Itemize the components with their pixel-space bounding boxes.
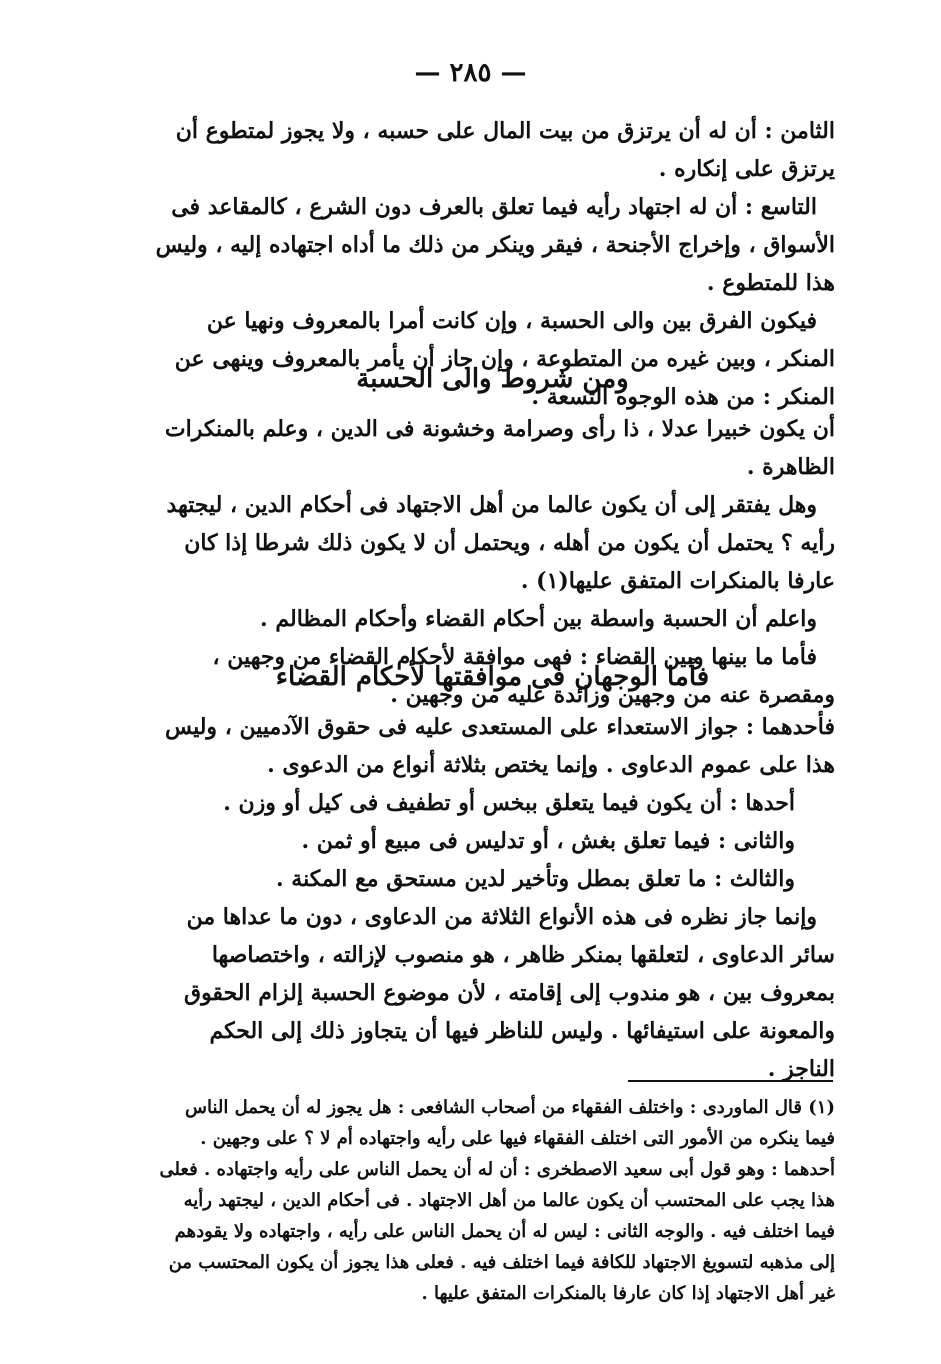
footnote-divider — [628, 1080, 833, 1082]
list-item-third: والثالث : ما تعلق بمطل وتأخير لدين مستحق مع المكنة . — [275, 866, 795, 892]
paragraph-ijtihad: وهل يفتقر إلى أن يكون عالما من أهل الاجتهاد فى أحكام الدين ، ليجتهد رأيه ؟ يحتمل أن يكون من أهله ، ويحتمل أن لا يكون ذلك شرطا إذا كان عارفا بالمنكرات المتفق عليها(١) . — [166, 492, 835, 594]
paragraph-relation-to-judiciary: فأما ما بينها وبين القضاء : فهى موافقة لأحكام القضاء من وجهين ، ومقصرة عنه من وجهين وزائدة عليه من وجهين . — [212, 644, 835, 708]
list-item-first: أحدها : أن يكون فيما يتعلق ببخس أو تطفيف فى كيل أو وزن . — [223, 790, 795, 816]
footnote-text: (١) قال الماوردى : واختلف الفقهاء من أصحاب الشافعى : هل يجوز له أن يحمل الناس فيما ينكره من الأمور التى اختلف الفقهاء فيها على رأيه واجتهاده أم لا ؟ على وجهين . أحدهما : وهو قول أبى سعيد الاصطخرى : أن له أن يحمل الناس على رأيه واجتهاده . فعلى هذا يجب على المحتسب أن يكون عالما من أهل الاجتهاد . فى أحكام الدين ، ليجتهد رأيه فيما اختلف فيه . والوجه الثانى : ليس له أن يحمل الناس على رأيه ، واجتهاده ولا يقودهم إلى مذهبه لتسويغ الاجتهاد للكافة فيما اختلف فيه . فعلى هذا يجوز أن يكون المحتسب من غير أهل الاجتهاد إذا كان عارفا بالمنكرات المتفق عليها . — [159, 1097, 835, 1304]
paragraph-qualifications: أن يكون خبيرا عدلا ، ذا رأى وصرامة وخشونة فى الدين ، وعلم بالمنكرات الظاهرة . — [164, 416, 835, 480]
footnote — [150, 1092, 835, 1309]
paragraph-ninth: التاسع : أن له اجتهاد رأيه فيما تعلق بالعرف دون الشرع ، كالمقاعد فى الأسواق ، وإخراج الأجنحة ، فيقر وينكر من ذلك ما أداه اجتهاده إليه ، وليس هذا للمتطوع . — [155, 194, 835, 296]
page-number: — ٢٨٥ — — [414, 58, 527, 88]
paragraph-difference: فيكون الفرق بين والى الحسبة ، وإن كانت أمرا بالمعروف ونهيا عن المنكر ، وبين غيره من المتطوعة ، وإن جاز أن يأمر بالمعروف وينهى عن المنكر : من هذه الوجوه التسعة . — [174, 308, 835, 410]
paragraph-eighth: الثامن : أن له أن يرتزق من بيت المال على حسبه ، ولا يجوز لمتطوع أن يرتزق على إنكاره . — [175, 118, 835, 182]
agreement-paragraphs — [150, 708, 835, 1088]
paragraph-intermediate: واعلم أن الحسبة واسطة بين أحكام القضاء وأحكام المظالم . — [260, 606, 817, 632]
paragraph-first-aspect: فأحدهما : جواز الاستعداء على المستعدى عليه فى حقوق الآدميين ، وليس هذا على عموم الدعاوى . وإنما يختص بثلاثة أنواع من الدعوى . — [165, 714, 835, 778]
section-heading-conditions: ومن شروط والى الحسبة — [356, 364, 629, 394]
list-item-second: والثانى : فيما تعلق بغش ، أو تدليس فى مبيع أو ثمن . — [301, 828, 795, 854]
section-heading-agreement: فأما الوجهان فى موافقتها لأحكام القضاء — [275, 662, 710, 692]
paragraph-closing: وإنما جاز نظره فى هذه الأنواع الثلاثة من الدعاوى ، دون ما عداها من سائر الدعاوى ، لتعلقها بمنكر ظاهر ، هو منصوب لإزالته ، واختصاصها بمعروف بين ، هو مندوب إلى إقامته ، لأن موضوع الحسبة إلزام الحقوق والمعونة على استيفائها . وليس للناظر فيها أن يتجاوز ذلك إلى الحكم الناجز . — [184, 904, 835, 1082]
